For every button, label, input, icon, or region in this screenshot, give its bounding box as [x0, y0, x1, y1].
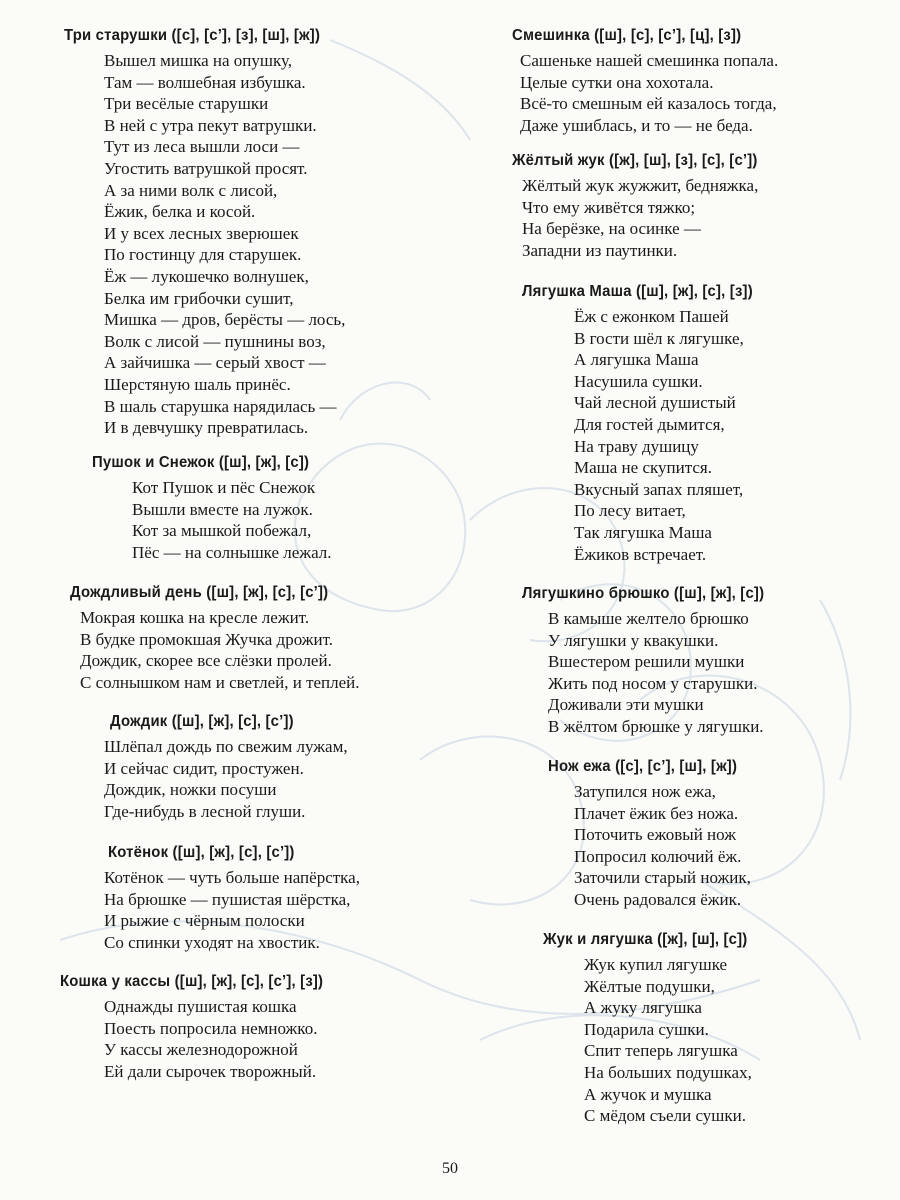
poem-line: В ней с утра пекут ватрушки.: [104, 115, 317, 135]
poem-line: Ёжиков встречает.: [574, 544, 707, 564]
poem-title: Жёлтый жук ([ж], [ш], [з], [с], [с’]): [512, 152, 758, 169]
poem-line: Поесть попросила немножко.: [104, 1018, 318, 1038]
poem-title: Нож ежа ([с], [с’], [ш], [ж]): [548, 758, 738, 775]
poem-line: Плачет ёжик без ножа.: [574, 803, 739, 823]
poem-line: Жить под носом у старушки.: [548, 673, 758, 693]
poem-line: В жёлтом брюшке у лягушки.: [548, 716, 764, 736]
poem-title: Лягушкино брюшко ([ш], [ж], [с]): [522, 585, 765, 602]
poem-line: Жёлтые подушки,: [584, 976, 715, 996]
poem-line: Однажды пушистая кошка: [104, 997, 297, 1016]
poem-line: Пёс — на солнышке лежал.: [132, 542, 332, 562]
poem-line: С мёдом съели сушки.: [584, 1106, 746, 1126]
poem-title: Кошка у кассы ([ш], [ж], [с], [с’], [з]): [60, 973, 324, 990]
poem-line: А жуку лягушка: [584, 998, 702, 1018]
poem-line: Шерстяную шаль принёс.: [104, 374, 291, 394]
poem-line: Вкусный запах пляшет,: [574, 479, 744, 499]
poem-line: Где-нибудь в лесной глуши.: [104, 801, 306, 821]
poem-line: Кот Пушок и пёс Снежок: [132, 478, 316, 497]
poem-smeshinka: [512, 27, 778, 136]
poem-dozhdlivyi-den: [70, 584, 360, 693]
poem-kotenok: [104, 844, 360, 953]
poem-line: Жук купил лягушке: [584, 955, 728, 974]
poem-line: И сейчас сидит, простужен.: [104, 758, 304, 778]
poem-line: Три весёлые старушки: [104, 94, 269, 114]
poem-line: Поточить ежовый нож: [574, 825, 736, 845]
poem-line: Вышел мишка на опушку,: [104, 51, 293, 70]
poem-line: В будке промокшая Жучка дрожит.: [80, 629, 334, 649]
poem-line: Даже ушиблась, и то — не беда.: [520, 115, 753, 135]
poem-line: Ёж с ежонком Пашей: [574, 307, 729, 326]
poem-line: Очень радовался ёжик.: [574, 889, 742, 909]
poem-tri-starushki: [64, 27, 345, 439]
poem-line: И у всех лесных зверюшек: [104, 223, 299, 243]
poem-line: Вшестером решили мушки: [548, 652, 745, 672]
poem-title: Смешинка ([ш], [с], [с’], [ц], [з]): [512, 27, 742, 44]
poem-line: Доживали эти мушки: [548, 695, 704, 715]
poem-title: Котёнок ([ш], [ж], [с], [с’]): [108, 844, 295, 861]
poem-line: Жёлтый жук жужжит, бедняжка,: [522, 176, 759, 195]
poem-line: Угостить ватрушкой просят.: [104, 158, 308, 178]
poem-zhuk-i-lyagushka: [543, 931, 756, 1127]
poem-title: Пушок и Снежок ([ш], [ж], [с]): [92, 454, 310, 471]
poem-koshka-u-kassy: [60, 973, 334, 1082]
poem-line: А зайчишка — серый хвост —: [104, 353, 326, 373]
poem-title: Дождик ([ш], [ж], [с], [с’]): [110, 713, 294, 730]
poem-title: Жук и лягушка ([ж], [ш], [с]): [543, 931, 748, 948]
poem-line: Затупился нож ежа,: [574, 782, 716, 801]
poem-line: На больших подушках,: [584, 1062, 752, 1082]
poem-line: Ей дали сырочек творожный.: [104, 1061, 317, 1081]
poem-pushok-i-snezhok: [92, 454, 332, 563]
poem-line: Так лягушка Маша: [574, 522, 712, 542]
poem-line: Мишка — дров, берёсты — лось,: [104, 310, 346, 330]
poem-line: Кот за мышкой побежал,: [132, 521, 312, 541]
poem-line: Тут из леса вышли лоси —: [104, 137, 300, 157]
poem-line: И рыжие с чёрным полоски: [104, 911, 305, 931]
poem-line: Котёнок — чуть больше напёрстка,: [104, 868, 360, 887]
poem-line: Всё-то смешным ей казалось тогда,: [520, 94, 777, 114]
poem-title: Лягушка Маша ([ш], [ж], [с], [з]): [522, 283, 753, 300]
poem-line: У кассы железнодорожной: [104, 1040, 298, 1060]
poem-line: С солнышком нам и светлей, и теплей.: [80, 672, 360, 692]
poem-line: Подарила сушки.: [584, 1019, 709, 1039]
poem-line: Маша не скупится.: [574, 458, 712, 478]
poem-line: По гостинцу для старушек.: [104, 245, 302, 265]
poem-line: И в девчушку превратилась.: [104, 418, 309, 438]
poem-line: Шлёпал дождь по свежим лужам,: [104, 737, 348, 756]
poem-line: Волк с лисой — пушнины воз,: [104, 331, 326, 351]
poem-line: Что ему живётся тяжко;: [522, 197, 696, 217]
poem-line: Там — волшебная избушка.: [104, 72, 306, 92]
poem-line: Западни из паутинки.: [522, 240, 678, 260]
poem-line: В шаль старушка нарядилась —: [104, 396, 337, 416]
poem-line: Ёж — лукошечко волнушек,: [104, 266, 309, 286]
poem-line: Целые сутки она хохотала.: [520, 72, 714, 92]
poem-line: Сашеньке нашей смешинка попала.: [520, 51, 779, 70]
poem-line: А лягушка Маша: [574, 350, 699, 370]
poem-line: А за ними волк с лисой,: [104, 180, 278, 200]
poem-line: Спит теперь лягушка: [584, 1041, 738, 1061]
poem-line: На берёзке, на осинке —: [522, 219, 701, 239]
poem-line: Насушила сушки.: [574, 371, 703, 391]
poem-line: Белка им грибочки сушит,: [104, 288, 294, 308]
poem-line: Мокрая кошка на кресле лежит.: [80, 608, 310, 627]
poem-title: Три старушки ([с], [с’], [з], [ш], [ж]): [64, 27, 321, 44]
poem-line: Вышли вместе на лужок.: [132, 499, 313, 519]
poem-zheltyi-zhuk: [512, 152, 768, 261]
page-number: 50: [442, 1160, 458, 1177]
poem-line: Дождик, ножки посуши: [104, 780, 277, 800]
poem-line: Попросил колючий ёж.: [574, 846, 742, 866]
poem-title: Дождливый день ([ш], [ж], [с], [с’]): [70, 584, 329, 601]
poem-line: Со спинки уходят на хвостик.: [104, 932, 320, 952]
poem-line: Дождик, скорее все слёзки пролей.: [80, 651, 332, 671]
poem-line: А жучок и мушка: [584, 1084, 712, 1104]
poem-dozhdik: [104, 713, 348, 822]
poem-lyagushkino-bryushko: [522, 585, 774, 738]
poem-line: На траву душицу: [574, 436, 699, 456]
poem-line: На брюшке — пушистая шёрстка,: [104, 889, 351, 909]
poem-nozh-ezha: [548, 758, 751, 911]
poem-lyagushka-masha: [522, 283, 762, 565]
poem-line: У лягушки у квакушки.: [548, 630, 719, 650]
poem-line: Чай лесной душистый: [574, 393, 736, 413]
poem-line: Ёжик, белка и косой.: [104, 202, 256, 222]
poem-line: В камыше желтело брюшко: [548, 609, 749, 628]
poem-line: Заточили старый ножик,: [574, 868, 751, 888]
poem-line: В гости шёл к лягушке,: [574, 328, 744, 348]
poem-line: По лесу витает,: [574, 501, 686, 521]
poem-line: Для гостей дымится,: [574, 414, 725, 434]
